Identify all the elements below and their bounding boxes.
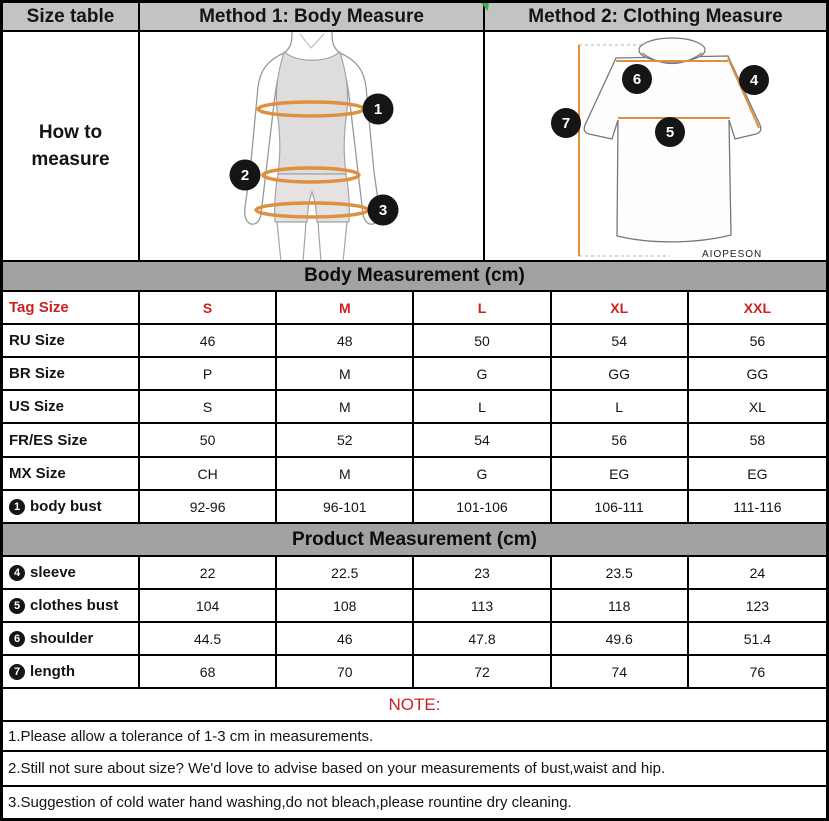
- method1-title: Method 1: Body Measure: [140, 3, 485, 30]
- table-row-clothes-bust: [3, 590, 826, 623]
- shirt-marker-4-icon: [739, 65, 769, 95]
- cell: 54: [414, 424, 551, 456]
- cell: 22: [140, 557, 277, 588]
- clothing-measure-diagram-cell: [485, 32, 826, 260]
- cell: EG: [747, 465, 768, 482]
- cell: 70: [277, 656, 414, 687]
- cell: 52: [277, 424, 414, 456]
- row-label: BR Size: [3, 358, 140, 389]
- method2-title: Method 2: Clothing Measure: [528, 5, 783, 27]
- cell: 111-116: [733, 498, 782, 515]
- row-label: [3, 623, 140, 654]
- cell: 68: [140, 656, 277, 687]
- cell: M: [277, 391, 414, 422]
- cell: XL: [748, 398, 766, 415]
- cell: 49.6: [552, 623, 689, 654]
- tag-size-row: [3, 292, 826, 325]
- row-label: US Size: [3, 391, 140, 422]
- marker-7-icon: 7: [9, 664, 25, 680]
- row-label: [3, 656, 140, 687]
- row-label: [3, 590, 140, 621]
- tshirt-outline: [584, 56, 761, 242]
- size-col-m: M: [277, 292, 414, 323]
- cell: 92-96: [140, 491, 277, 522]
- cell: 23: [414, 557, 551, 588]
- row-label-text: body bust: [30, 498, 102, 515]
- top-header-row: [3, 3, 826, 32]
- table-row-ru-size: [3, 325, 826, 358]
- cell: 50: [414, 325, 551, 356]
- cell: 108: [277, 590, 414, 621]
- cell: 74: [552, 656, 689, 687]
- cell: EG: [552, 458, 689, 489]
- marker-4-icon: 4: [9, 565, 25, 581]
- cell: 56: [552, 424, 689, 456]
- cell: 76: [749, 663, 766, 680]
- table-row-br-size: [3, 358, 826, 391]
- body-marker-1-icon: [363, 94, 394, 125]
- note-item-1: 1.Please allow a tolerance of 1-3 cm in measurements.: [3, 722, 826, 752]
- cell: 58: [749, 432, 766, 448]
- left-leg: [277, 222, 306, 260]
- cell: G: [414, 358, 551, 389]
- cell: M: [277, 458, 414, 489]
- svg-text:6: 6: [632, 71, 642, 88]
- cell: S: [140, 391, 277, 422]
- cell: 46: [140, 325, 277, 356]
- table-row-shoulder: [3, 623, 826, 656]
- size-col-xxl: XXL: [743, 299, 771, 316]
- how-to-measure-label: How to measure: [3, 32, 140, 260]
- size-col-xl: XL: [552, 292, 689, 323]
- cell: 51.4: [743, 630, 772, 647]
- cell: 24: [749, 564, 766, 581]
- row-label: RU Size: [3, 325, 140, 356]
- note-item-2: 2.Still not sure about size? We'd love to advise based on your measurements of bust,waist and hip.: [3, 752, 826, 787]
- cell: 123: [745, 597, 770, 614]
- row-label-text: shoulder: [30, 630, 94, 647]
- cell: 46: [277, 623, 414, 654]
- cell: 104: [140, 590, 277, 621]
- cell: 50: [140, 424, 277, 456]
- table-row-body-bust: [3, 491, 826, 524]
- row-label-text: sleeve: [30, 564, 76, 581]
- svg-text:4: 4: [749, 72, 759, 89]
- size-col-l: L: [414, 292, 551, 323]
- svg-text:5: 5: [665, 124, 675, 141]
- cell: P: [140, 358, 277, 389]
- cell: 113: [414, 590, 551, 621]
- body-marker-3-icon: [368, 195, 399, 226]
- table-row-us-size: [3, 391, 826, 424]
- body-marker-2-icon: [230, 160, 261, 191]
- marker-6-icon: 6: [9, 631, 25, 647]
- marker-5-icon: 5: [9, 598, 25, 614]
- cell: 44.5: [140, 623, 277, 654]
- tank-top: [276, 52, 347, 174]
- size-col-s: S: [140, 292, 277, 323]
- cell: 22.5: [277, 557, 414, 588]
- cell: 56: [749, 332, 766, 349]
- row-label-text: clothes bust: [30, 597, 119, 614]
- cell: 96-101: [277, 491, 414, 522]
- cell: L: [552, 391, 689, 422]
- body-measurement-header: Body Measurement (cm): [3, 262, 826, 292]
- hip-band: [256, 203, 368, 217]
- how-to-measure-row: [3, 32, 826, 262]
- svg-text:2: 2: [240, 167, 250, 184]
- cell: 48: [277, 325, 414, 356]
- body-diagram: [140, 32, 485, 260]
- table-row-fres-size: [3, 424, 826, 458]
- cell: CH: [140, 458, 277, 489]
- shirt-diagram: [485, 32, 826, 260]
- table-row-mx-size: [3, 458, 826, 491]
- product-measurement-header: Product Measurement (cm): [3, 524, 826, 557]
- cell: 72: [414, 656, 551, 687]
- svg-text:3: 3: [378, 202, 388, 219]
- right-leg: [318, 222, 347, 260]
- cell: G: [414, 458, 551, 489]
- row-label: FR/ES Size: [3, 424, 140, 456]
- body-measure-diagram-cell: [140, 32, 485, 260]
- row-label-text: length: [30, 663, 75, 680]
- shirt-marker-5-icon: [655, 117, 685, 147]
- table-row-sleeve: [3, 557, 826, 590]
- cell: 47.8: [414, 623, 551, 654]
- brand-text: AIOPESON: [702, 249, 763, 260]
- size-table-title: Size table: [3, 3, 140, 30]
- cell: 118: [552, 590, 689, 621]
- cell: 54: [552, 325, 689, 356]
- cell: GG: [746, 365, 769, 382]
- shirt-marker-6-icon: [622, 64, 652, 94]
- shirt-marker-7-icon: [551, 108, 581, 138]
- svg-text:7: 7: [561, 115, 571, 132]
- note-title: NOTE:: [3, 689, 826, 722]
- cell: GG: [552, 358, 689, 389]
- cell: 23.5: [552, 557, 689, 588]
- cell: L: [414, 391, 551, 422]
- row-label: [3, 557, 140, 588]
- table-row-length: [3, 656, 826, 689]
- cell: 101-106: [414, 491, 551, 522]
- tshirt-collar: [639, 38, 705, 62]
- row-label: [3, 491, 140, 522]
- cell: 106-111: [552, 491, 689, 522]
- svg-text:1: 1: [373, 101, 383, 118]
- tag-size-label: Tag Size: [3, 292, 140, 323]
- cell: M: [277, 358, 414, 389]
- note-item-3: 3.Suggestion of cold water hand washing,do not bleach,please rountine dry cleaning.: [8, 794, 572, 811]
- marker-1-icon: 1: [9, 499, 25, 515]
- row-label: MX Size: [3, 458, 140, 489]
